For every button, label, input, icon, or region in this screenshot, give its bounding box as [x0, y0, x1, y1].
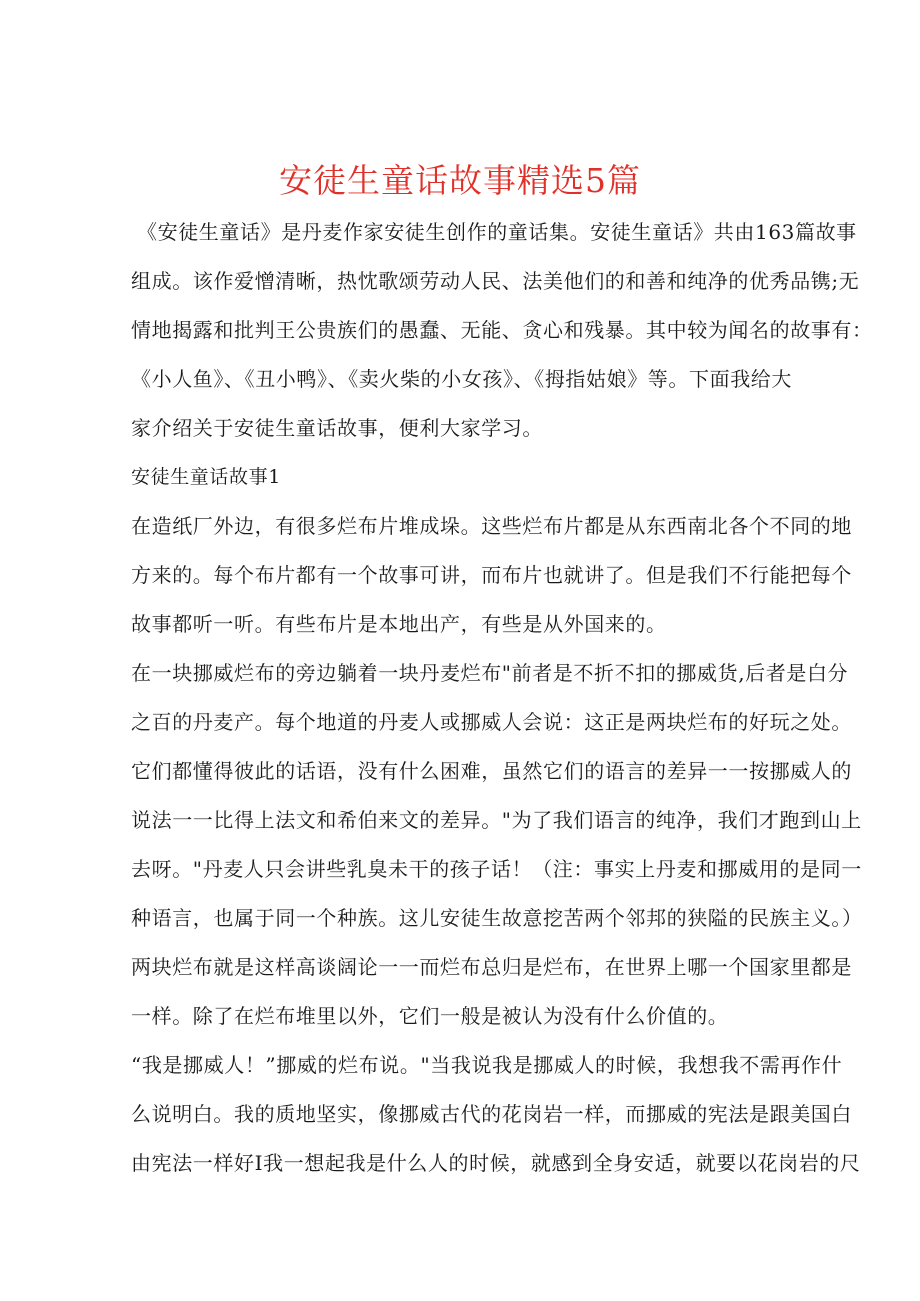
text-line: 《小人鱼》、《丑小鸭》、《卖火柴的小女孩》、《拇指姑娘》等。下面我给大 [131, 367, 792, 391]
text-line: 故事都听一听。有些布片是本地出产，有些是从外国来的。 [131, 612, 667, 636]
text-line: 组成。该作爱憎清晰，热忱歌颂劳动人民、法美他们的和善和纯净的优秀品镌;无 [131, 269, 860, 293]
text-line: “我是挪威人！”挪威的烂布说。"当我说我是挪威人的时候，我想我不需再作什 [131, 1053, 843, 1077]
text-line: 说法一一比得上法文和希伯来文的差异。"为了我们语言的纯净，我们才跑到山上 [131, 808, 862, 832]
text-line: 去呀。"丹麦人只会讲些乳臭未干的孩子话！（注：事实上丹麦和挪威用的是同一 [131, 857, 862, 881]
text-line: 一样。除了在烂布堆里以外，它们一般是被认为没有什么价值的。 [131, 1004, 729, 1028]
text-line: 家介绍关于安徒生童话故事，便利大家学习。 [131, 416, 543, 440]
text-line: 之百的丹麦产。每个地道的丹麦人或挪威人会说：这正是两块烂布的好玩之处。 [131, 710, 852, 734]
text-line: 情地揭露和批判王公贵族们的愚蠢、无能、贪心和残暴。其中较为闻名的故事有： [131, 318, 873, 342]
text-line: 它们都懂得彼此的话语，没有什么困难，虽然它们的语言的差异一一按挪威人的 [131, 759, 852, 783]
text-line: 种语言，也属于同一个种族。这儿安徒生故意挖苦两个邻邦的狭隘的民族主义。） [131, 906, 863, 930]
document-body [131, 208, 873, 1188]
text-line: 《安徒生童话》是丹麦作家安徒生创作的童话集。安徒生童话》共由163篇故事 [137, 220, 857, 244]
text-line: 在一块挪威烂布的旁边躺着一块丹麦烂布"前者是不折不扣的挪威货,后者是白分 [131, 661, 849, 685]
text-line: 由宪法一样好I我一想起我是什么人的时候，就感到全身安适，就要以花岗岩的尺 [131, 1151, 861, 1175]
text-line: 么说明白。我的质地坚实，像挪威古代的花岗岩一样，而挪威的宪法是跟美国白 [131, 1102, 852, 1126]
text-line: 两块烂布就是这样高谈阔论一一而烂布总归是烂布，在世界上哪一个国家里都是 [131, 955, 852, 979]
text-line: 在造纸厂外边，有很多烂布片堆成垛。这些烂布片都是从东西南北各个不同的地 [131, 514, 852, 538]
text-line: 方来的。每个布片都有一个故事可讲，而布片也就讲了。但是我们不行能把每个 [131, 563, 852, 587]
document-title: 安徒生童话故事精选5篇 [279, 161, 641, 201]
section-heading: 安徒生童话故事1 [131, 466, 281, 488]
